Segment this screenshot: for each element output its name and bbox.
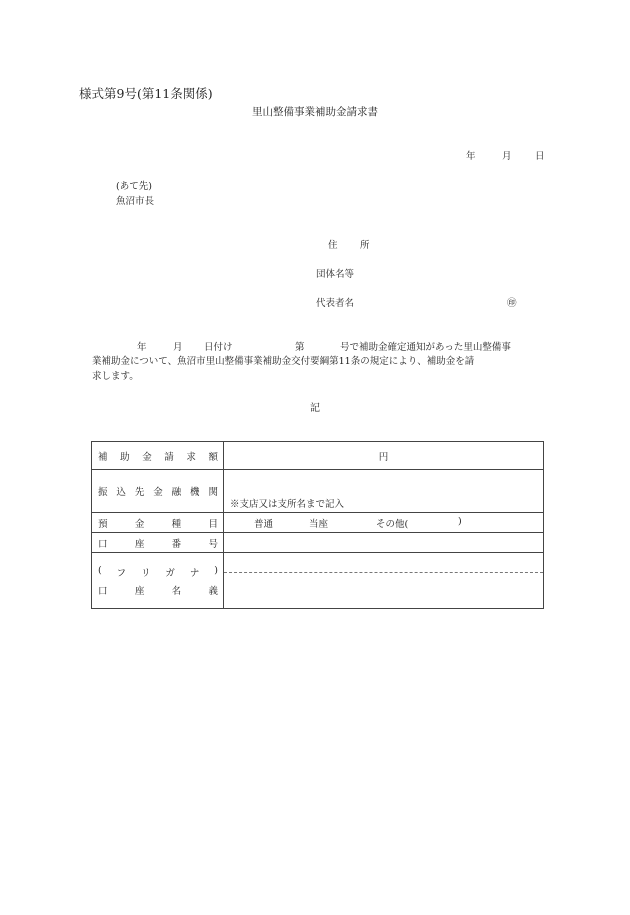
- bank-label: [92, 470, 224, 513]
- table-row-account-number: [92, 533, 544, 553]
- group-name-label: 団体名等: [316, 269, 355, 280]
- option-other[interactable]: その他(: [376, 519, 409, 530]
- amount-field[interactable]: [224, 442, 544, 470]
- holder-label-char: 座: [134, 585, 145, 597]
- holder-label-char: 口: [98, 585, 108, 597]
- request-table: [91, 441, 544, 609]
- deposit-type-label-char: 預: [98, 518, 108, 530]
- table-row-deposit-type: [92, 513, 544, 533]
- body-month: 月: [173, 342, 183, 353]
- bank-label-char: 振: [98, 487, 108, 498]
- representative-label: 代表者名: [316, 298, 355, 309]
- holder-label-char: 義: [208, 585, 218, 597]
- account-number-field[interactable]: [224, 533, 544, 553]
- body-line1: 号で補助金確定通知があった里山整備事: [340, 342, 511, 353]
- body-year: 年: [137, 342, 147, 353]
- furigana-label-char: ): [214, 564, 218, 576]
- table-row-bank: [92, 470, 544, 513]
- amount-label-char: 補: [98, 451, 108, 463]
- body-dated: 日付け: [204, 342, 233, 353]
- amount-label-char: 請: [164, 451, 174, 463]
- deposit-type-field: [224, 513, 544, 533]
- amount-unit: 円: [378, 451, 389, 463]
- furigana-label-char: リ: [141, 567, 151, 579]
- deposit-type-label-char: 金: [134, 518, 145, 530]
- date-month-label: 月: [502, 151, 512, 162]
- account-number-label-char: 号: [208, 538, 218, 550]
- bank-field[interactable]: [224, 470, 544, 513]
- account-number-label-char: 番: [171, 538, 182, 550]
- deposit-type-label-char: 目: [208, 518, 218, 530]
- table-row-amount: [92, 442, 544, 470]
- bank-label-char: 融: [171, 487, 182, 498]
- amount-label: [92, 442, 224, 470]
- account-holder-field[interactable]: [224, 553, 544, 609]
- form-number: 様式第9号(第11条関係): [79, 86, 213, 101]
- bank-label-char: 金: [153, 487, 163, 498]
- bank-note: ※支店又は支所名まで記入: [230, 499, 345, 510]
- addressee-name: 魚沼市長: [116, 196, 155, 207]
- holder-label-char: 名: [171, 585, 182, 597]
- account-number-label: [92, 533, 224, 553]
- bank-label-char: 込: [116, 487, 126, 498]
- body-line2: 業補助金について、魚沼市里山整備事業補助金交付要綱第11条の規定により、補助金を請: [92, 356, 475, 367]
- furigana-label-char: (: [98, 564, 102, 576]
- furigana-label-char: ナ: [189, 567, 200, 579]
- addressee-prefix: (あて先): [116, 181, 152, 192]
- furigana-label-char: フ: [116, 567, 127, 579]
- body-dai: 第: [295, 342, 305, 353]
- account-holder-label: [92, 553, 224, 609]
- option-current[interactable]: 当座: [309, 519, 329, 530]
- seal-mark: ㊞: [507, 298, 517, 309]
- furigana-divider: [224, 572, 543, 573]
- table-row-account-holder: [92, 553, 544, 609]
- date-year-label: 年: [466, 151, 476, 162]
- account-number-label-char: 座: [134, 538, 145, 550]
- amount-label-char: 金: [142, 451, 152, 463]
- account-number-label-char: 口: [98, 538, 108, 550]
- document-title: 里山整備事業補助金請求書: [252, 106, 378, 118]
- ki-heading: 記: [310, 403, 320, 414]
- bank-label-char: 先: [134, 487, 145, 498]
- address-label-2: 所: [360, 240, 370, 251]
- address-label-1: 住: [328, 240, 338, 251]
- amount-label-char: 額: [208, 451, 218, 463]
- bank-label-char: 機: [190, 487, 200, 498]
- body-line3: 求します。: [92, 371, 139, 382]
- option-ordinary[interactable]: 普通: [254, 519, 274, 530]
- deposit-type-label: [92, 513, 224, 533]
- date-day-label: 日: [535, 151, 545, 162]
- amount-label-char: 助: [120, 451, 130, 463]
- amount-label-char: 求: [186, 451, 196, 463]
- option-other-close: ): [458, 516, 462, 527]
- deposit-type-label-char: 種: [171, 518, 182, 530]
- furigana-label-char: ガ: [165, 567, 175, 579]
- bank-label-char: 関: [208, 487, 218, 498]
